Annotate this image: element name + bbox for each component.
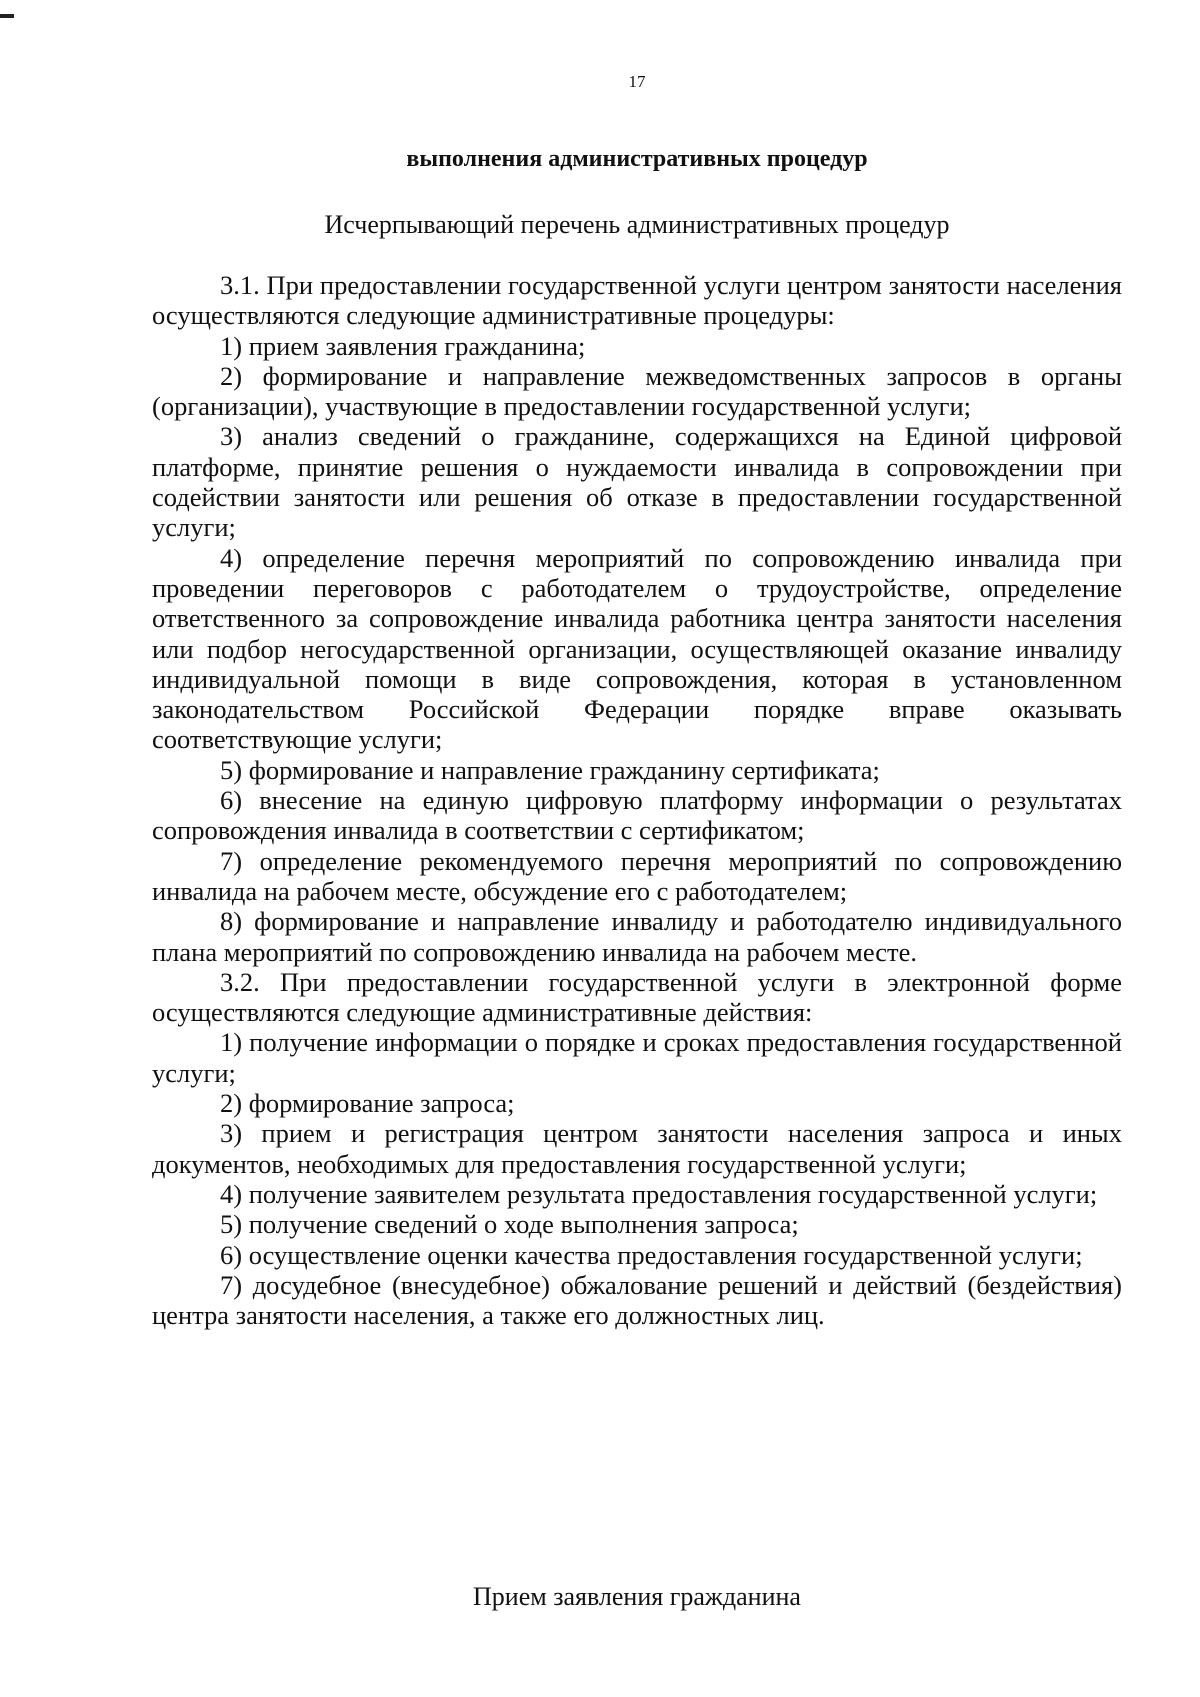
- final-heading: Прием заявления гражданина: [473, 1582, 801, 1611]
- paragraph-3-1: 3.1. При предоставлении государственной услуги центром занятости населения осуществляются следующие административные процедуры:: [152, 270, 1122, 331]
- list-item: 3) анализ сведений о гражданине, содержащихся на Единой цифровой платформе, принятие решения о нуждаемости инвалида в сопровождении при содействии занятости или решения об отказе в предоставлении государственной услуги;: [152, 421, 1122, 543]
- list-item: 1) получение информации о порядке и сроках предоставления государственной услуги;: [152, 1027, 1122, 1088]
- list-item: 7) досудебное (внесудебное) обжалование решений и действий (бездействия) центра занятости населения, а также его должностных лиц.: [152, 1269, 1122, 1331]
- list-item: 6) внесение на единую цифровую платформу информации о результатах сопровождения инвалида в соответствии с сертификатом;: [152, 785, 1122, 846]
- list-item: 7) определение рекомендуемого перечня мероприятий по сопровождению инвалида на рабочем месте, обсуждение его с работодателем;: [152, 845, 1122, 906]
- page-number: 17: [628, 72, 646, 91]
- paragraph-3-2: 3.2. При предоставлении государственной услуги в электронной форме осуществляются следующие административные действия:: [152, 966, 1122, 1028]
- scan-edge-mark: [0, 14, 14, 18]
- section-heading: выполнения административных процедур: [406, 146, 868, 172]
- subsection-heading: Исчерпывающий перечень административных процедур: [324, 210, 950, 239]
- list-item: 1) прием заявления гражданина;: [220, 330, 586, 361]
- body-text: [152, 270, 1122, 1330]
- list-item: 2) формирование запроса;: [220, 1088, 515, 1119]
- list-item: 4) определение перечня мероприятий по сопровождению инвалида при проведении переговоров с работодателем о трудоустройстве, определение ответственного за сопровождение инвалида работника центра занятости населения или подбор негосударственной организации, осуществляющей оказание инвалиду индивидуальной помощи в виде сопровождения, которая в установленном законодательством Российской Федерации порядке вправе оказывать соответствующие услуги;: [152, 542, 1122, 755]
- list-item: 5) формирование и направление гражданину сертификата;: [220, 754, 880, 785]
- list-item: 3) прием и регистрация центром занятости населения запроса и иных документов, необходимых для предоставления государственной услуги;: [152, 1118, 1122, 1179]
- list-item: 8) формирование и направление инвалиду и работодателю индивидуального плана мероприятий по сопровождению инвалида на рабочем месте.: [152, 906, 1122, 967]
- list-item: 5) получение сведений о ходе выполнения запроса;: [220, 1209, 799, 1240]
- list-item: 2) формирование и направление межведомственных запросов в органы (организации), участвующие в предоставлении государственной услуги;: [152, 360, 1122, 422]
- list-item: 6) осуществление оценки качества предоставления государственной услуги;: [220, 1239, 1083, 1270]
- list-item: 4) получение заявителем результата предоставления государственной услуги;: [220, 1178, 1098, 1209]
